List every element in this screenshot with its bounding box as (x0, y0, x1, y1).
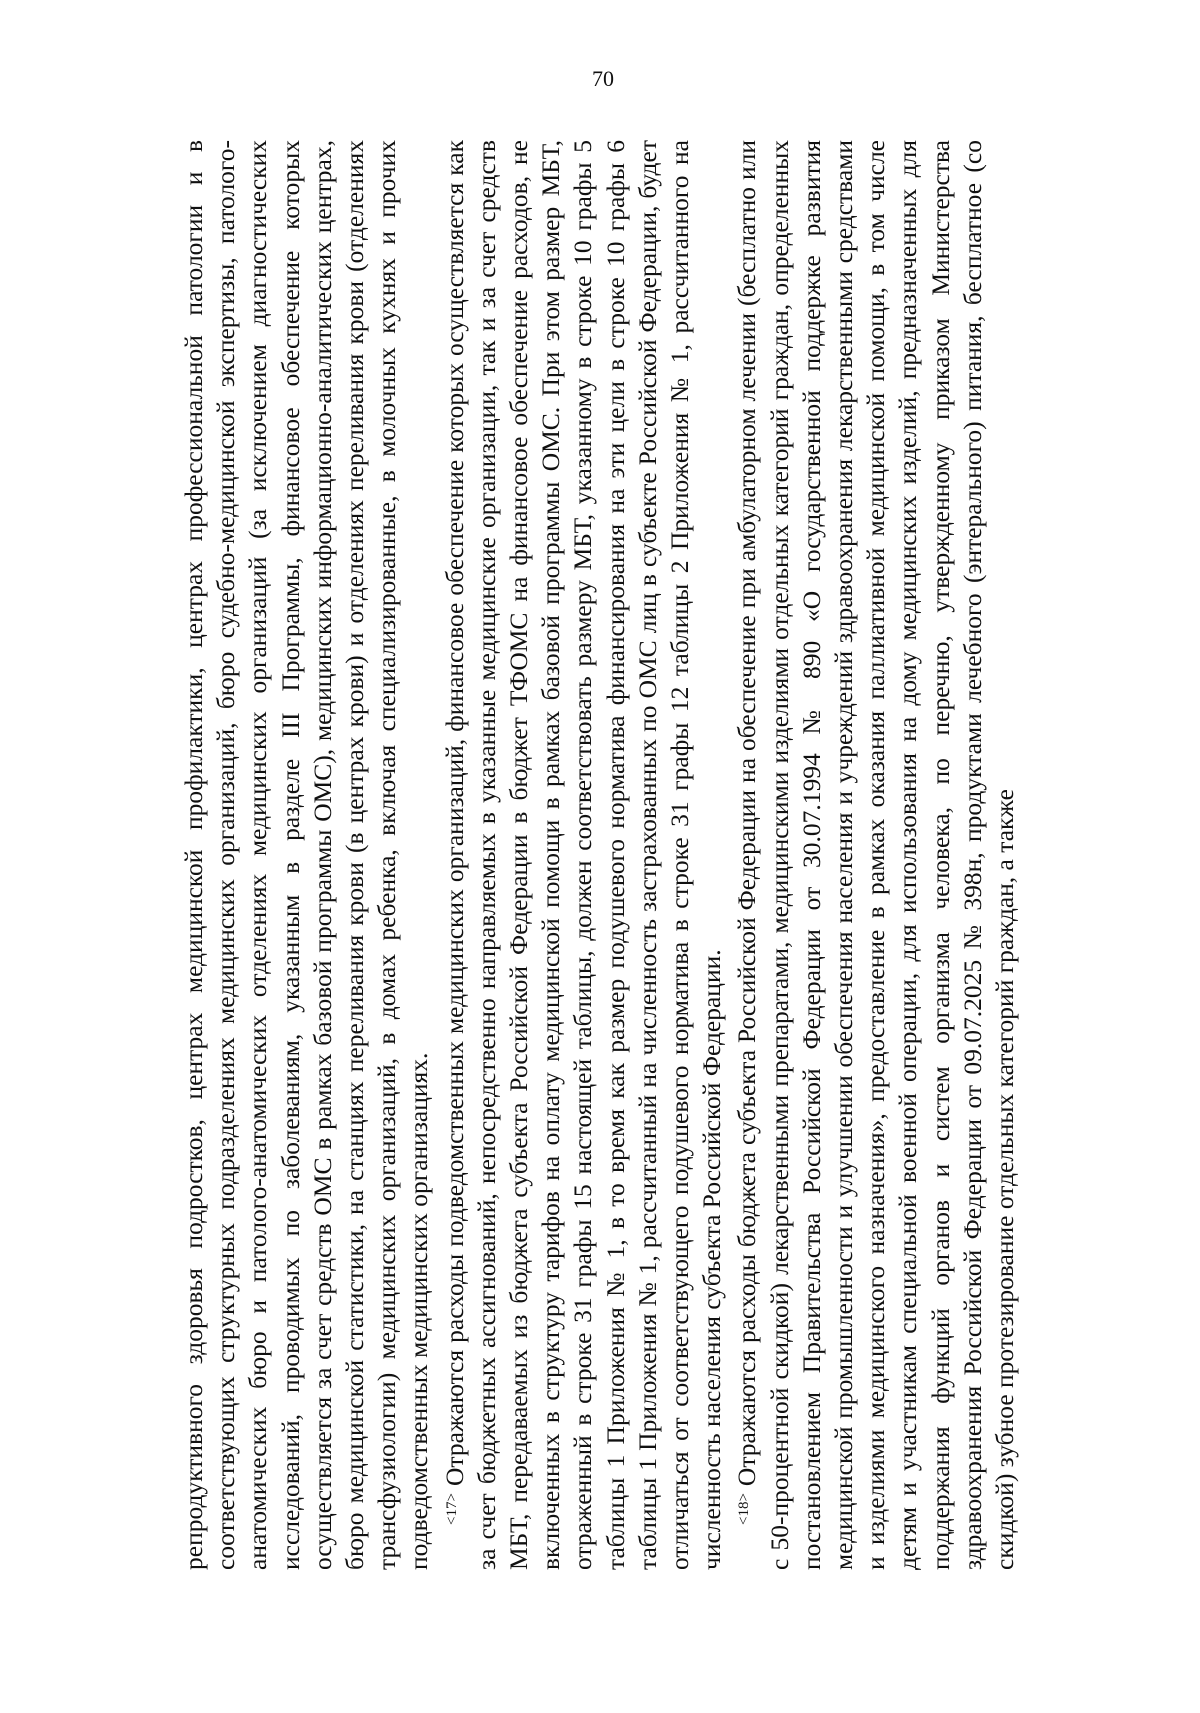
footnote-marker: <17> (443, 1493, 460, 1525)
footnote-marker: <18> (736, 1493, 753, 1525)
paragraph-text: репродуктивного здоровья подростков, центрах медицинской профилактики, центрах профессиональной патологии и в соответствующих структурных подразделениях медицинских организаций, бюро судебно-медицинской экспертизы, патолого-анатомических бюро и патолого-анатомических отделениях медицинских организаций (за исключением диагностических исследований, проводимых по заболеваниям, указанным в разделе III Программы, финансовое обеспечение которых осуществляется за счет средств ОМС в рамках базовой программы ОМС), медицинских информационно-аналитических центрах, бюро медицинской статистики, на станциях переливания крови (в центрах крови) и отделениях переливания крови (отделениях трансфузиологии) медицинских организаций, в домах ребенка, включая специализированные, в молочных кухнях и прочих подведомственных медицинских организациях. (179, 140, 434, 1570)
footnote-text: Отражаются расходы подведомственных медицинских организаций, финансовое обеспечение которых осуществляется как за счет бюджетных ассигнований, непосредственно направляемых в указанные медицинские организации, так и за счет средств МБТ, передаваемых из бюджета субъекта Российской Федерации в бюджет ТФОМС на финансовое обеспечение расходов, не включенных в структуру тарифов на оплату медицинской помощи в рамках базовой программы ОМС. При этом размер МБТ, отраженный в строке 31 графы 15 настоящей таблицы, должен соответствовать размеру МБТ, указанному в строке 10 графы 5 таблицы 1 Приложения № 1, в то время как размер подушевого норматива финансирования на эти цели в строке 10 графы 6 таблицы 1 Приложения № 1, рассчитанный на численность застрахованных по ОМС лиц в субъекте Российской Федерации, будет отличаться от соответствующего подушевого норматива в строке 31 графы 12 таблицы 2 Приложения № 1, рассчитанного на численность населения субъекта Российской Федерации. (439, 140, 727, 1570)
footnote-18 (728, 140, 1021, 1570)
footnote-text: Отражаются расходы бюджета субъекта Российской Федерации на обеспечение при амбулаторном лечении (бесплатно или с 50-процентной скидкой) лекарственными препаратами, медицинскими изделиями отдельных категорий граждан, определенных постановлением Правительства Российской Федерации от 30.07.1994 № 890 «О государственной поддержке развития медицинской промышленности и улучшении обеспечения населения и учреждений здравоохранения лекарственными средствами и изделиями медицинского назначения», предоставление в рамках оказания паллиативной медицинской помощи, в том числе детям и участникам специальной военной операции, для использования на дому медицинских изделий, предназначенных для поддержания функций органов и систем организма человека, по перечню, утвержденному приказом Министерства здравоохранения Российской Федерации от 09.07.2025 № 398н, продуктами лечебного (энтерального) питания, бесплатное (со скидкой) зубное протезирование отдельных категорий граждан, а также (732, 140, 1020, 1570)
page-number: 70 (592, 66, 614, 91)
rotated-text-block (178, 140, 1021, 1570)
paragraph-continuation (178, 140, 436, 1570)
footnote-17 (436, 140, 729, 1570)
